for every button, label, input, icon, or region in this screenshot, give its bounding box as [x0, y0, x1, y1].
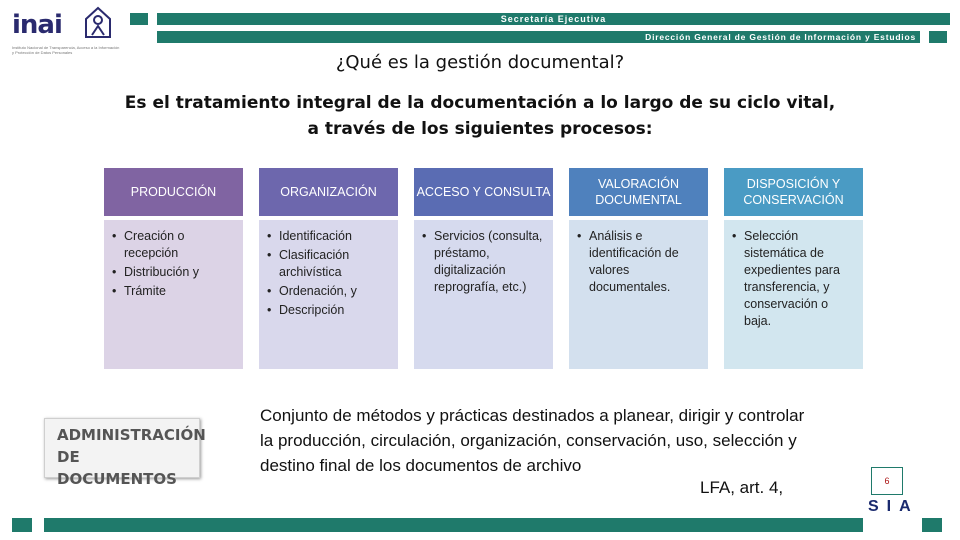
- process-item: • Trámite: [112, 283, 235, 300]
- process-column: [104, 168, 243, 369]
- header-bar-secretaria: Secretaría Ejecutiva: [157, 13, 950, 25]
- footer-square-left: [12, 518, 32, 532]
- intro-text: Es el tratamiento integral de la documentación a lo largo de su ciclo vital, a través de los siguientes procesos:: [124, 93, 836, 139]
- logo-text: inai: [12, 10, 62, 40]
- admin-documentos-badge: [44, 418, 206, 488]
- process-column: [259, 168, 398, 369]
- footer-square-right: [922, 518, 942, 532]
- process-item: • Selección sistemática de expedientes para transferencia, y conservación o baja.: [732, 228, 855, 330]
- process-column-header: ACCESO Y CONSULTA: [414, 168, 553, 216]
- process-item: • Descripción: [267, 302, 390, 319]
- process-column: [414, 168, 553, 369]
- page-title: ¿Qué es la gestión documental?: [335, 52, 625, 73]
- process-item: • Servicios (consulta, préstamo, digitalización reprografía, etc.): [422, 228, 545, 296]
- page-number: 6: [871, 467, 903, 495]
- process-column-body: [104, 220, 243, 369]
- definition-text: Conjunto de métodos y prácticas destinados a planear, dirigir y controlar la producción, circulación, organización, conservación, uso, selección y destino final de los documentos de archivo: [260, 406, 805, 475]
- header-bar-direccion: Dirección General de Gestión de Información y Estudios: [157, 31, 920, 43]
- process-column-header: ORGANIZACIÓN: [259, 168, 398, 216]
- logo-subtitle: Instituto Nacional de Transparencia, Acceso a la Información y Protección de Datos Personales: [12, 45, 120, 55]
- process-column-header: VALORACIÓN DOCUMENTAL: [569, 168, 708, 216]
- header-square-right: [929, 31, 947, 43]
- process-column-body: [569, 220, 708, 369]
- process-item: • Creación o recepción: [112, 228, 235, 262]
- footer-bar: [44, 518, 863, 532]
- header-square: [130, 13, 148, 25]
- logo-house-icon: [82, 5, 114, 39]
- process-column: [569, 168, 708, 369]
- process-column-body: [259, 220, 398, 369]
- process-item: • Ordenación, y: [267, 283, 390, 300]
- badge-line-1: ADMINISTRACIÓN: [57, 426, 206, 444]
- process-item-list: [112, 228, 235, 300]
- footer-brand: SIA: [868, 498, 919, 515]
- badge-line-2: DE DOCUMENTOS: [57, 448, 177, 488]
- process-item-list: [267, 228, 390, 319]
- process-column-header: DISPOSICIÓN Y CONSERVACIÓN: [724, 168, 863, 216]
- process-item-list: [577, 228, 700, 296]
- process-item: • Clasificación archivística: [267, 247, 390, 281]
- process-item-list: [422, 228, 545, 296]
- process-item-list: [732, 228, 855, 330]
- process-column-body: [724, 220, 863, 369]
- process-column: [724, 168, 863, 369]
- process-column-header: PRODUCCIÓN: [104, 168, 243, 216]
- process-item: • Distribución y: [112, 264, 235, 281]
- reference-text: LFA, art. 4,: [700, 478, 784, 497]
- process-item: • Identificación: [267, 228, 390, 245]
- process-item: • Análisis e identificación de valores documentales.: [577, 228, 700, 296]
- process-column-body: [414, 220, 553, 369]
